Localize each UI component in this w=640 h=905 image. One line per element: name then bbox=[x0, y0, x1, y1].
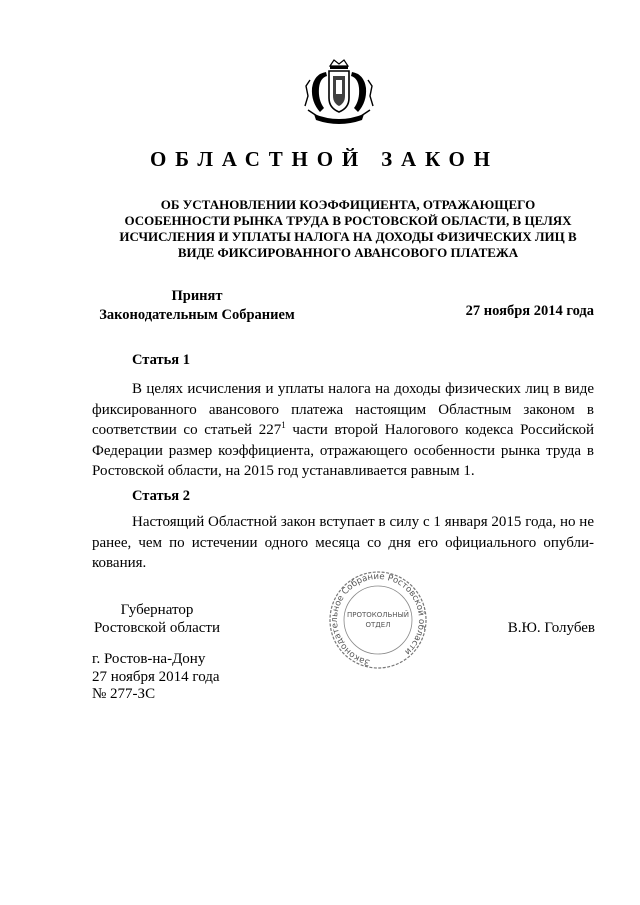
adopted-date: 27 ноября 2014 года bbox=[465, 303, 594, 319]
article-1-text-start: В целях исчисления и уплаты налога на доходы физических лиц в виде фиксированного авансового платежа настоящим Областным законом в соответствии со статьей 227 bbox=[92, 381, 594, 438]
law-title: ОБЛАСТНОЙ ЗАКОН bbox=[150, 147, 499, 171]
article-2-text: Настоящий Областной закон вступает в силу с 1 января 2015 года, но не ранее, чем по истечении одного месяца со дня его официального опубли-кования. bbox=[92, 514, 594, 571]
official-stamp bbox=[318, 570, 438, 672]
signer-region: Ростовской области bbox=[94, 620, 220, 636]
signer-position: Губернатор bbox=[120, 602, 194, 618]
law-subject-heading: ОБ УСТАНОВЛЕНИИ КОЭФФИЦИЕНТА, ОТРАЖАЮЩЕГО ОСОБЕННОСТИ РЫНКА ТРУДА В РОСТОВСКОЙ ОБЛАСТИ, В ЦЕЛЯХ ИСЧИСЛЕНИЯ И УПЛАТЫ НАЛОГА НА ДОХОДЫ ФИЗИЧЕСКИХ ЛИЦ В ВИДЕ ФИКСИРОВАННОГО АВАНСОВОГО ПЛАТЕЖА bbox=[119, 197, 577, 260]
law-number: № 277-ЗС bbox=[92, 686, 156, 702]
article-1-text bbox=[92, 379, 594, 482]
adopted-by-block bbox=[92, 287, 302, 325]
signing-date: 27 ноября 2014 года bbox=[92, 668, 220, 685]
article-2-heading: Статья 2 bbox=[132, 488, 190, 504]
stamp-ring-text: Законодательное Собрание Ростовской области bbox=[330, 571, 427, 668]
article-number-superscript: 1 bbox=[281, 420, 286, 430]
adopted-label: Принят bbox=[171, 288, 223, 304]
stamp-center-line-1: ПРОТОКОЛЬНЫЙ bbox=[346, 611, 410, 619]
place-date-number-block bbox=[92, 651, 220, 704]
article-1-heading: Статья 1 bbox=[132, 352, 190, 368]
article-1-text-end: части второй Налогового кодекса Российской Федерации размер коэффициента, отражающего особенности рынка труда в Ростовской области, на 2015 год устанавливается равным 1. bbox=[92, 422, 594, 479]
signer-title bbox=[92, 601, 222, 637]
stamp-center-line-2: ОТДЕЛ bbox=[365, 621, 391, 629]
signer-name: В.Ю. Голубев bbox=[507, 620, 595, 636]
coat-of-arms-emblem bbox=[300, 58, 378, 126]
adopted-body: Законодательным Собранием bbox=[99, 307, 295, 323]
signing-city: г. Ростов-на-Дону bbox=[92, 651, 206, 667]
